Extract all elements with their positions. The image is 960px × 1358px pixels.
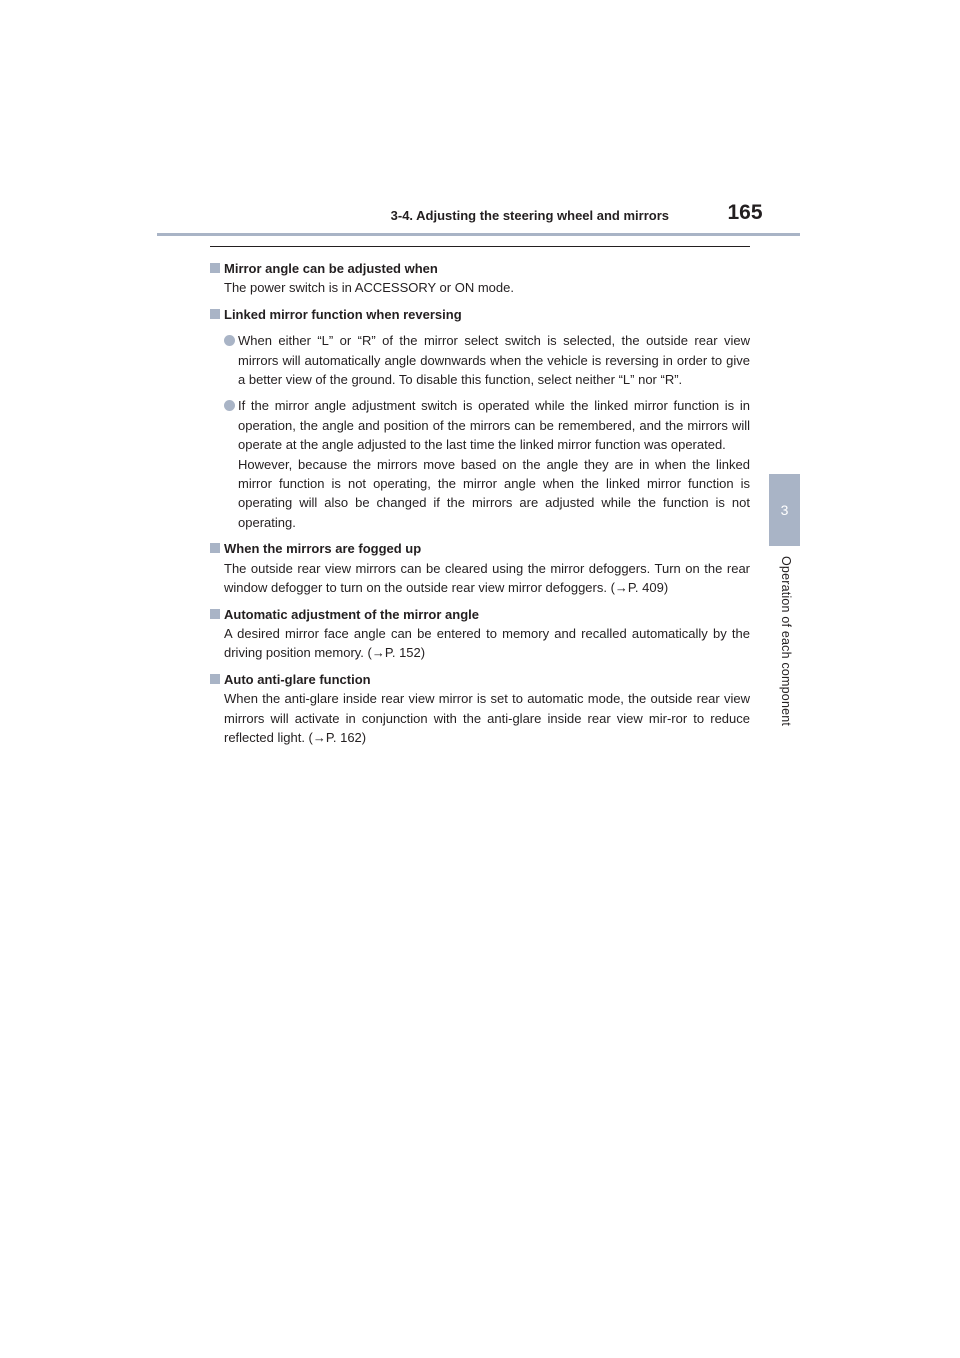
section-anti-glare: [210, 670, 750, 748]
chapter-label: Operation of each component: [779, 556, 793, 727]
section-fogged-mirrors: [210, 539, 750, 597]
square-bullet-icon: [210, 609, 220, 619]
section-linked-mirror: [210, 305, 750, 532]
square-bullet-icon: [210, 543, 220, 553]
chapter-tab: [769, 474, 800, 546]
list-item: [224, 331, 750, 389]
section-heading-text: Linked mirror function when reversing: [224, 306, 462, 322]
section-paragraph: A desired mirror face angle can be entered to memory and recalled automatically by the driving position memory. (→P. 152): [224, 625, 750, 661]
section-heading: [210, 259, 750, 278]
section-heading: [210, 305, 750, 324]
section-paragraph: The power switch is in ACCESSORY or ON mode.: [224, 280, 514, 296]
square-bullet-icon: [210, 263, 220, 273]
square-bullet-icon: [210, 674, 220, 684]
square-bullet-icon: [210, 309, 220, 319]
list-item: [224, 396, 750, 532]
list-item-paragraph: However, because the mirrors move based on the angle they are in when the linked mirror function is not operating, the mirror angle when the linked mirror function is operating will also be changed if the mirrors are adjusted while the function is not operating.: [238, 456, 750, 530]
section-heading-text: Mirror angle can be adjusted when: [224, 261, 438, 276]
section-heading-text: Automatic adjustment of the mirror angle: [224, 606, 479, 622]
body-content: [210, 259, 750, 754]
list-item-text: [238, 396, 750, 532]
section-auto-adjust: [210, 605, 750, 663]
section-heading: [210, 670, 750, 689]
section-heading: [210, 605, 750, 624]
list-item-text: [238, 331, 750, 389]
circle-bullet-icon: [224, 335, 235, 346]
chapter-number: 3: [780, 502, 789, 518]
section-paragraph: The outside rear view mirrors can be cleared using the mirror defoggers. Turn on the rear window defogger to turn on the outside rear view mirror defoggers. (→P. 409): [224, 560, 750, 596]
section-heading: [210, 539, 750, 558]
section-paragraph: When the anti-glare inside rear view mirror is set to automatic mode, the outside rear view mirrors will activate in conjunction with the anti-glare inside rear view mir-ror to reduce reflected light. (→P. 162): [224, 691, 750, 745]
list-item-paragraph: If the mirror angle adjustment switch is operated while the linked mirror function is in operation, the angle and position of the mirrors can be remembered, and the mirrors will operate at the angle adjusted to the last time the linked mirror function was operated.: [238, 398, 750, 453]
circle-bullet-icon: [224, 400, 235, 411]
section-title: 3-4. Adjusting the steering wheel and mirrors: [390, 208, 669, 223]
content-divider: [210, 246, 750, 247]
section-heading-text: Auto anti-glare function: [224, 671, 371, 687]
header-divider: [157, 233, 800, 236]
list-item-paragraph: When either “L” or “R” of the mirror select switch is selected, the outside rear view mirrors will automatically angle downwards when the vehicle is reversing in order to give a better view of the ground. To disable this function, select neither “L” nor “R”.: [238, 333, 750, 388]
page-number: 165: [727, 201, 763, 224]
section-heading-text: When the mirrors are fogged up: [224, 541, 422, 557]
section-mirror-angle: [210, 259, 750, 298]
